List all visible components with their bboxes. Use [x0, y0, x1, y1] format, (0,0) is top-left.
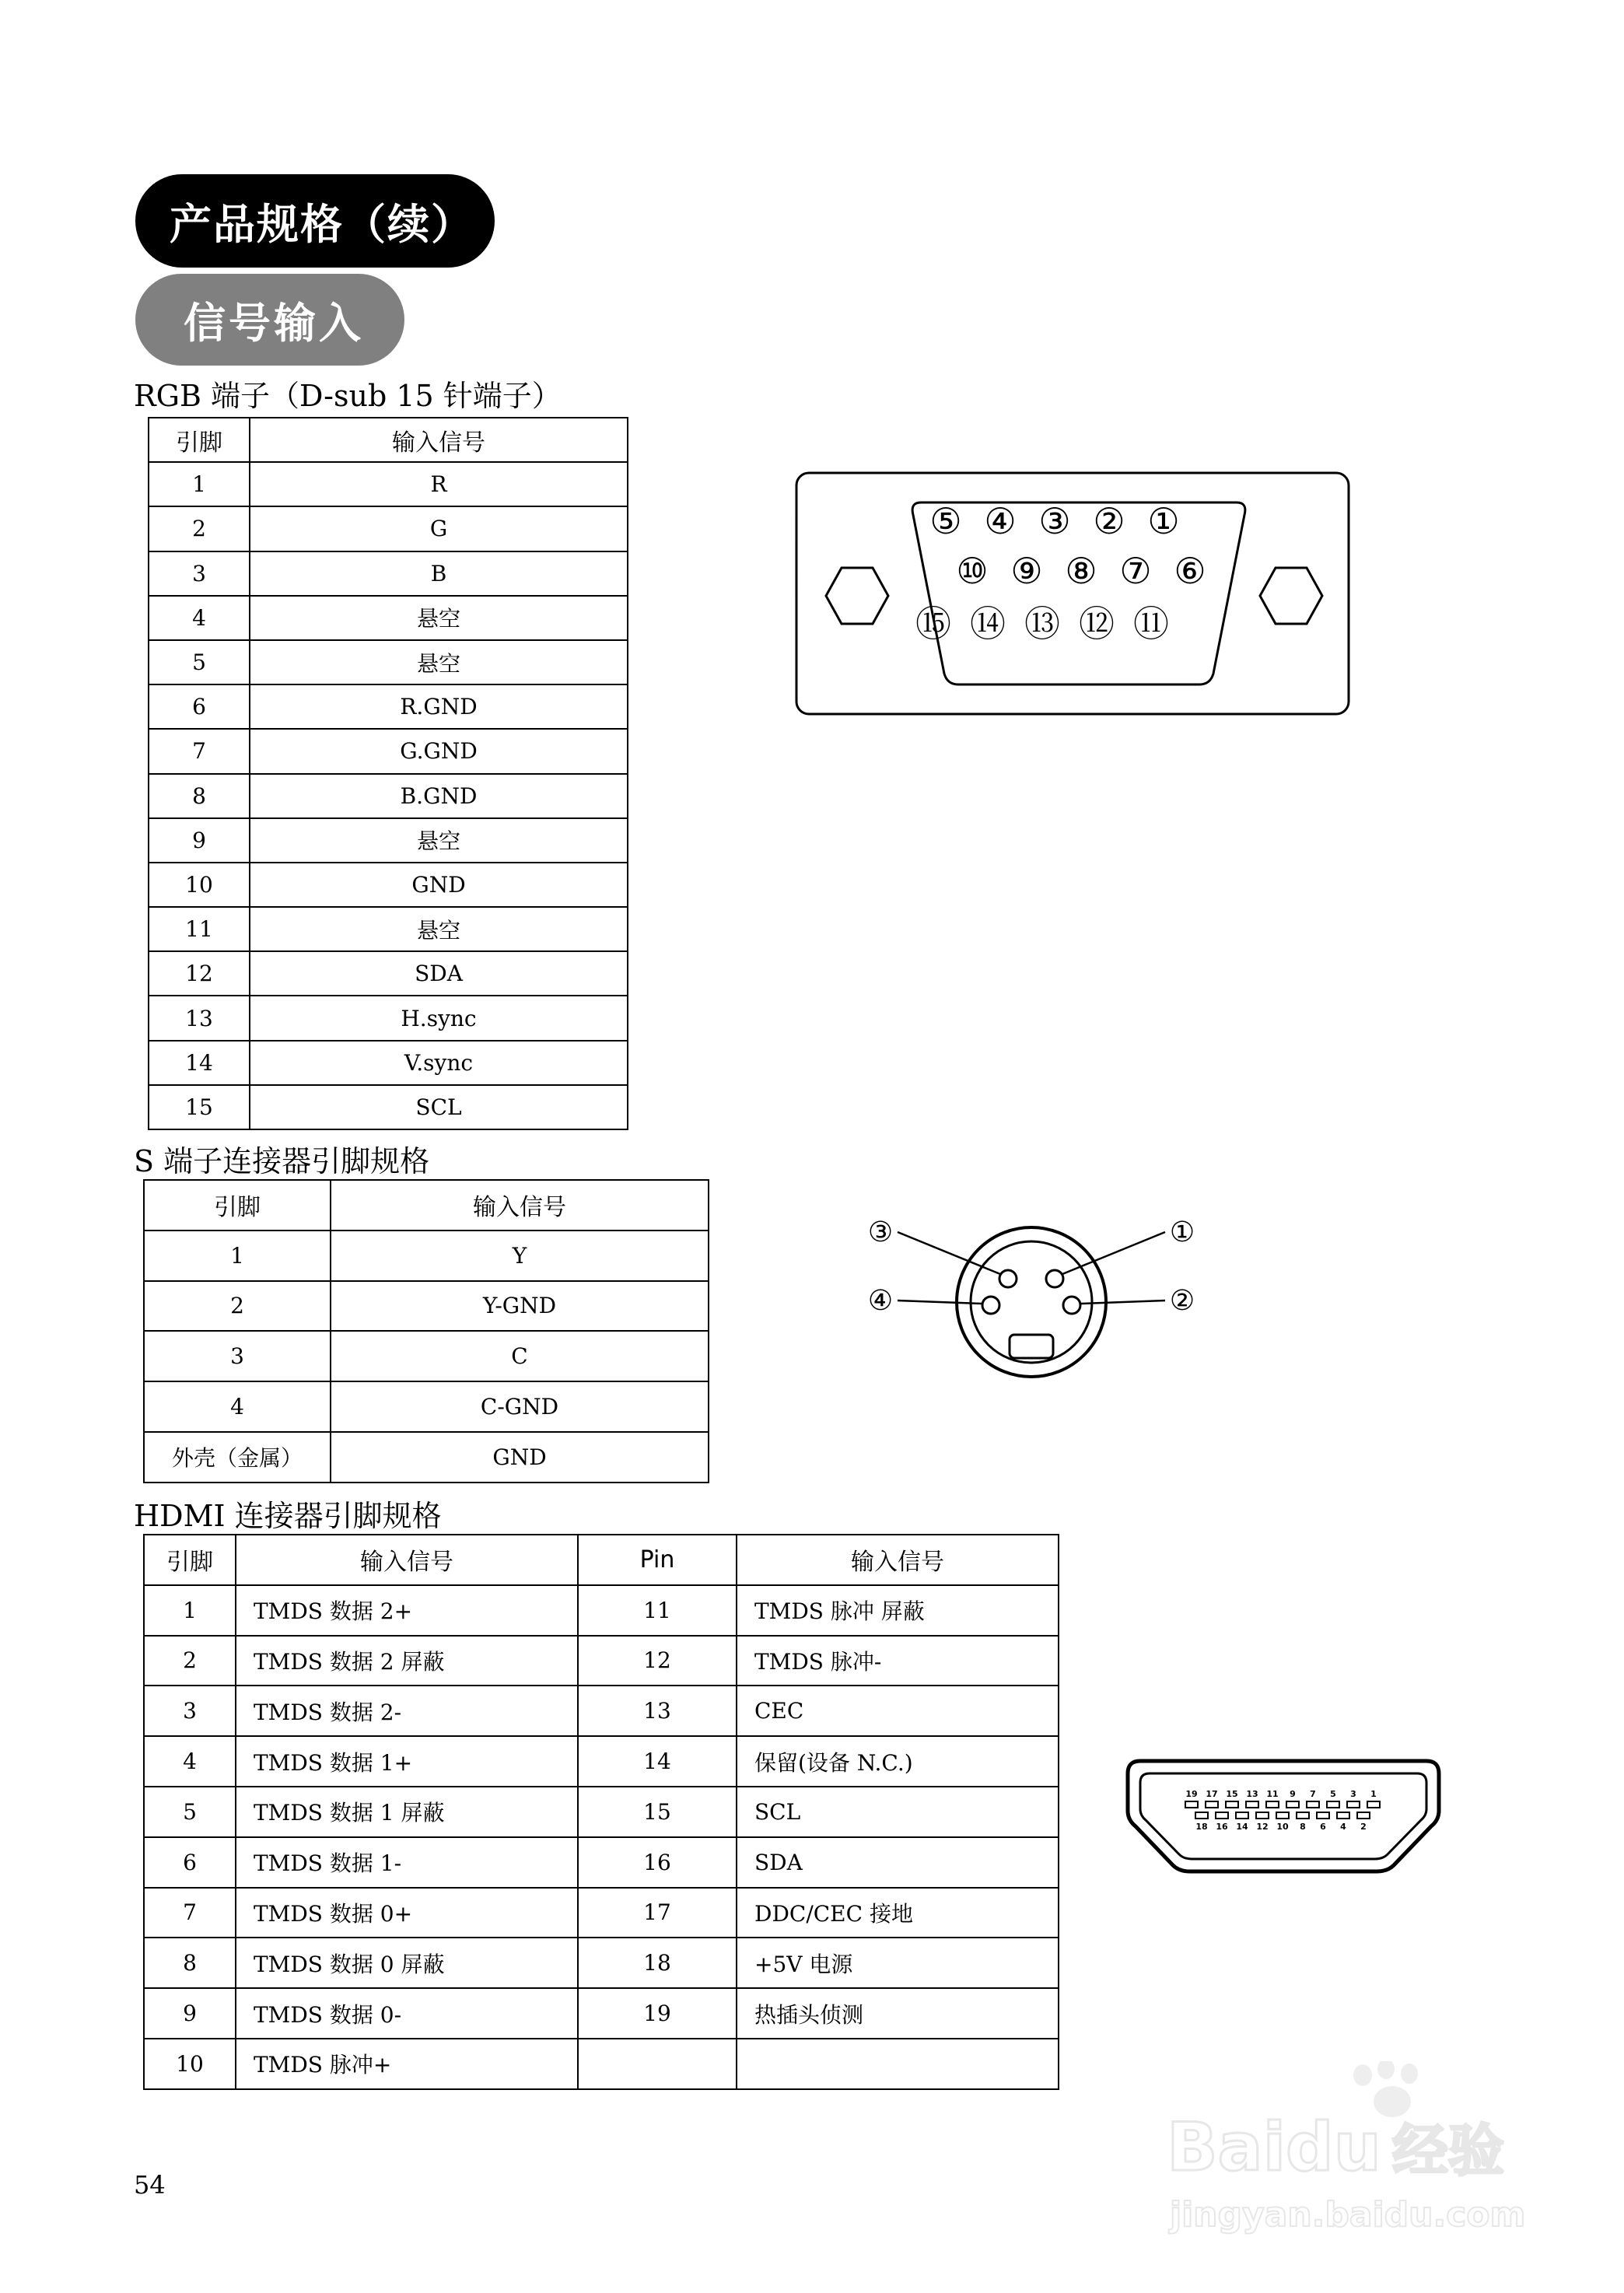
table-row: [144, 1686, 1059, 1736]
hdmi-contact: [1256, 1812, 1269, 1819]
table-cell: 6: [144, 1837, 236, 1888]
svideo-pin-label: ①: [1169, 1217, 1195, 1248]
table-row: [144, 1938, 1059, 1988]
hdmi-pin-number: 6: [1320, 1822, 1326, 1832]
hdmi-pin-table: [143, 1534, 1059, 2090]
table-cell: 14: [578, 1736, 737, 1787]
hdmi-contact: [1347, 1801, 1360, 1808]
hdmi-contact: [1185, 1801, 1198, 1808]
table-row: [144, 1636, 1059, 1686]
table-cell: 保留(设备 N.C.): [737, 1736, 1059, 1787]
table-row: [144, 1281, 709, 1332]
table-cell: G: [250, 506, 628, 551]
svideo-pin-label: ②: [1169, 1285, 1195, 1317]
table-cell: CEC: [737, 1686, 1059, 1736]
table-cell: H.sync: [250, 996, 628, 1040]
section-title: 产品规格（续）: [135, 174, 495, 268]
vga-pin-label: ⑤: [929, 500, 962, 542]
table-cell: 9: [149, 818, 250, 863]
table-row: [144, 1432, 709, 1483]
table-cell: 8: [149, 774, 250, 818]
table-cell: B.GND: [250, 774, 628, 818]
dsub15-connector-diagram: [793, 470, 1353, 722]
hdmi-pin-number: 18: [1195, 1822, 1208, 1832]
hdmi-pin-number: 3: [1350, 1789, 1356, 1799]
table-row: [149, 551, 628, 596]
hdmi-pin-number: 15: [1226, 1789, 1238, 1799]
subsection-title: 信号输入: [135, 274, 404, 366]
table-cell: 17: [578, 1888, 737, 1938]
table-row: [144, 1736, 1059, 1787]
table-cell: 13: [578, 1686, 737, 1736]
table-header-row: [144, 1180, 709, 1231]
watermark-brand: Baidu: [1167, 2109, 1381, 2186]
table-row: [149, 818, 628, 863]
table-cell: SDA: [250, 951, 628, 996]
table-cell: 悬空: [250, 596, 628, 640]
vga-pin-label: ④: [984, 500, 1017, 542]
table-cell: 2: [149, 506, 250, 551]
table-cell: B: [250, 551, 628, 596]
table-cell: R: [250, 462, 628, 506]
table-row: [149, 729, 628, 773]
vga-pin-label: ⑪: [1133, 603, 1169, 645]
hdmi-contact: [1246, 1801, 1258, 1808]
vga-pin-label: ⑦: [1119, 550, 1152, 592]
table-cell: 10: [149, 863, 250, 907]
table-cell: TMDS 数据 0 屏蔽: [236, 1938, 578, 1988]
table-cell: 13: [149, 996, 250, 1040]
vga-pin-label: ⑮: [915, 603, 951, 645]
table-cell: 悬空: [250, 907, 628, 951]
table-cell: 2: [144, 1281, 331, 1332]
hdmi-contact: [1266, 1801, 1279, 1808]
vga-pin-label: ⑨: [1010, 550, 1043, 592]
table-cell: TMDS 脉冲 屏蔽: [737, 1585, 1059, 1636]
table-header-cell: 引脚: [144, 1180, 331, 1231]
table-cell: 热插头侦测: [737, 1988, 1059, 2039]
table-row: [149, 1085, 628, 1129]
table-cell: R.GND: [250, 684, 628, 729]
table-cell: 1: [144, 1231, 331, 1281]
table-cell: 18: [578, 1938, 737, 1988]
hdmi-connector-diagram: [1123, 1755, 1444, 1879]
table-row: [144, 1231, 709, 1281]
hdmi-pin-number: 4: [1340, 1822, 1346, 1832]
table-cell: 7: [149, 729, 250, 773]
hdmi-contact: [1236, 1812, 1248, 1819]
svideo-pin-label: ④: [867, 1285, 894, 1317]
hdmi-contact: [1327, 1801, 1339, 1808]
table-cell: 2: [144, 1636, 236, 1686]
table-cell: 5: [149, 640, 250, 684]
rgb-pin-table: [148, 417, 628, 1130]
vga-pin-label: ⑥: [1174, 550, 1206, 592]
table-row: [149, 596, 628, 640]
hdmi-contact: [1357, 1812, 1370, 1819]
hdmi-caption: HDMI 连接器引脚规格: [134, 1499, 442, 1533]
table-cell: GND: [250, 863, 628, 907]
table-cell: 3: [144, 1686, 236, 1736]
baidu-watermark: [1159, 2061, 1563, 2240]
table-cell: +5V 电源: [737, 1938, 1059, 1988]
table-row: [149, 684, 628, 729]
table-row: [144, 1787, 1059, 1837]
table-row: [149, 951, 628, 996]
page-number: 54: [134, 2170, 166, 2200]
table-row: [149, 462, 628, 506]
hdmi-pin-number: 10: [1276, 1822, 1289, 1832]
table-cell: 悬空: [250, 818, 628, 863]
hdmi-pin-number: 1: [1370, 1789, 1377, 1799]
table-cell: TMDS 脉冲-: [737, 1636, 1059, 1686]
hdmi-contact: [1206, 1801, 1218, 1808]
table-row: [149, 863, 628, 907]
table-cell: 9: [144, 1988, 236, 2039]
table-cell: 16: [578, 1837, 737, 1888]
table-row: [144, 2039, 1059, 2089]
vga-pin-label: ⑭: [970, 603, 1006, 645]
table-cell: 5: [144, 1787, 236, 1837]
hdmi-contact: [1216, 1812, 1228, 1819]
table-header-cell: 输入信号: [250, 418, 628, 462]
table-row: [149, 907, 628, 951]
table-cell: 1: [149, 462, 250, 506]
hdmi-contact: [1226, 1801, 1238, 1808]
table-cell: [578, 2039, 737, 2089]
table-cell: TMDS 数据 2+: [236, 1585, 578, 1636]
table-row: [149, 996, 628, 1040]
table-row: [144, 1888, 1059, 1938]
table-cell: 10: [144, 2039, 236, 2089]
table-header-cell: 引脚: [144, 1535, 236, 1585]
hdmi-pin-number: 17: [1206, 1789, 1218, 1799]
hdmi-contact: [1286, 1801, 1299, 1808]
table-header-cell: 输入信号: [236, 1535, 578, 1585]
table-row: [144, 1585, 1059, 1636]
hdmi-pin-number: 12: [1256, 1822, 1269, 1832]
table-header-cell: 输入信号: [331, 1180, 709, 1231]
table-cell: 1: [144, 1585, 236, 1636]
hdmi-pin-number: 8: [1300, 1822, 1306, 1832]
table-header-row: [144, 1535, 1059, 1585]
table-cell: 12: [149, 951, 250, 996]
table-row: [149, 774, 628, 818]
table-cell: TMDS 数据 0-: [236, 1988, 578, 2039]
table-cell: C: [331, 1331, 709, 1381]
table-cell: 7: [144, 1888, 236, 1938]
table-header-cell: 输入信号: [737, 1535, 1059, 1585]
table-cell: 8: [144, 1938, 236, 1988]
table-cell: 11: [578, 1585, 737, 1636]
table-cell: 11: [149, 907, 250, 951]
table-cell: 15: [149, 1085, 250, 1129]
hdmi-contact: [1367, 1801, 1380, 1808]
table-row: [149, 506, 628, 551]
table-cell: 4: [144, 1736, 236, 1787]
vga-pin-label: ⑧: [1065, 550, 1097, 592]
svideo-connector-diagram: [860, 1210, 1210, 1389]
table-cell: SCL: [737, 1787, 1059, 1837]
table-cell: SCL: [250, 1085, 628, 1129]
vga-pin-label: ③: [1038, 500, 1071, 542]
table-cell: DDC/CEC 接地: [737, 1888, 1059, 1938]
table-row: [144, 1837, 1059, 1888]
table-header-cell: 引脚: [149, 418, 250, 462]
hdmi-contact: [1337, 1812, 1349, 1819]
table-cell: TMDS 数据 1+: [236, 1736, 578, 1787]
table-cell: 3: [149, 551, 250, 596]
table-header-row: [149, 418, 628, 462]
table-cell: TMDS 数据 1 屏蔽: [236, 1787, 578, 1837]
hdmi-contact: [1317, 1812, 1329, 1819]
table-cell: 外壳（金属）: [144, 1432, 331, 1483]
hdmi-pin-number: 16: [1216, 1822, 1228, 1832]
table-cell: V.sync: [250, 1041, 628, 1085]
table-cell: G.GND: [250, 729, 628, 773]
table-row: [144, 1988, 1059, 2039]
hdmi-contact: [1297, 1812, 1309, 1819]
table-cell: TMDS 数据 1-: [236, 1837, 578, 1888]
watermark-url: jingyan.baidu.com: [1170, 2195, 1526, 2235]
table-row: [144, 1381, 709, 1432]
vga-pin-label: ⑬: [1024, 603, 1060, 645]
table-cell: TMDS 数据 2-: [236, 1686, 578, 1736]
hdmi-contact: [1307, 1801, 1319, 1808]
table-cell: Y: [331, 1231, 709, 1281]
svideo-pin-table: [143, 1179, 709, 1483]
table-cell: 4: [149, 596, 250, 640]
table-cell: Y-GND: [331, 1281, 709, 1332]
watermark-product: 经验: [1392, 2118, 1505, 2183]
table-cell: TMDS 脉冲+: [236, 2039, 578, 2089]
table-cell: TMDS 数据 2 屏蔽: [236, 1636, 578, 1686]
hdmi-pin-number: 2: [1360, 1822, 1367, 1832]
table-row: [149, 640, 628, 684]
table-cell: 4: [144, 1381, 331, 1432]
hdmi-pin-number: 7: [1310, 1789, 1316, 1799]
vga-pin-label: ①: [1147, 500, 1180, 542]
table-cell: 14: [149, 1041, 250, 1085]
vga-pin-label: ②: [1093, 500, 1125, 542]
vga-pin-label: ⑫: [1079, 603, 1115, 645]
table-cell: 6: [149, 684, 250, 729]
hdmi-pin-number: 14: [1236, 1822, 1248, 1832]
hdmi-contact: [1276, 1812, 1289, 1819]
table-cell: 悬空: [250, 640, 628, 684]
table-cell: TMDS 数据 0+: [236, 1888, 578, 1938]
svideo-caption: S 端子连接器引脚规格: [134, 1144, 430, 1178]
table-cell: [737, 2039, 1059, 2089]
table-header-cell: Pin: [578, 1535, 737, 1585]
table-cell: 19: [578, 1988, 737, 2039]
svideo-pin-label: ③: [867, 1217, 894, 1248]
hdmi-contact: [1195, 1812, 1208, 1819]
hdmi-pin-number: 19: [1185, 1789, 1198, 1799]
hdmi-pin-number: 13: [1246, 1789, 1258, 1799]
table-cell: 12: [578, 1636, 737, 1686]
hdmi-pin-number: 11: [1266, 1789, 1279, 1799]
table-row: [149, 1041, 628, 1085]
hdmi-pin-number: 9: [1290, 1789, 1296, 1799]
table-cell: 15: [578, 1787, 737, 1837]
table-row: [144, 1331, 709, 1381]
rgb-caption: RGB 端子（D-sub 15 针端子）: [134, 379, 562, 413]
table-cell: 3: [144, 1331, 331, 1381]
table-cell: C-GND: [331, 1381, 709, 1432]
vga-pin-label: ⑩: [956, 550, 989, 592]
table-cell: GND: [331, 1432, 709, 1483]
hdmi-pin-number: 5: [1330, 1789, 1336, 1799]
table-cell: SDA: [737, 1837, 1059, 1888]
